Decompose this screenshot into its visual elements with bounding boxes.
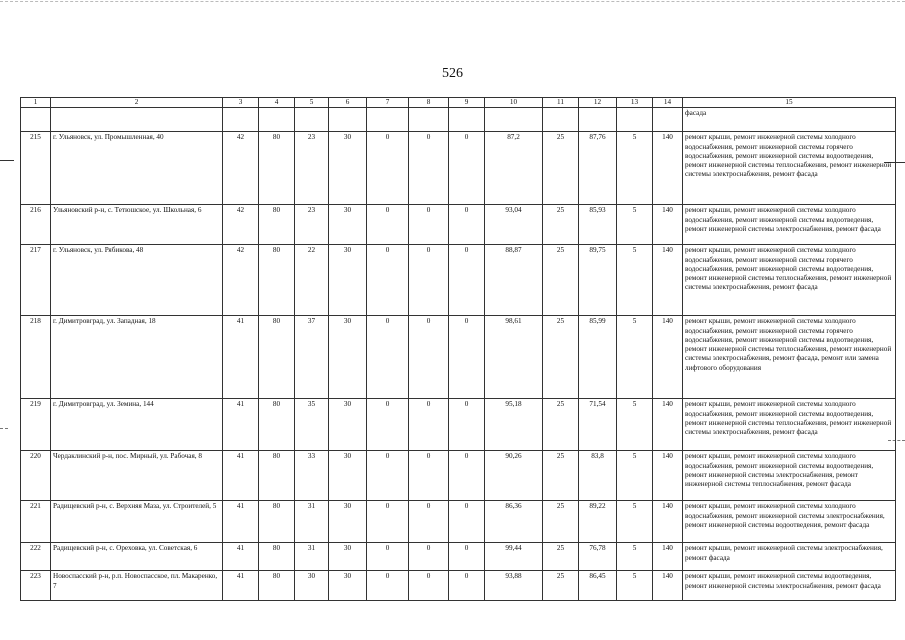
value-cell: 30 <box>329 316 367 399</box>
value-cell: 140 <box>653 571 683 601</box>
table-cell <box>223 108 259 132</box>
value-cell: 5 <box>617 316 653 399</box>
address-cell: Радищевский р-н, с. Ореховка, ул. Советская, 6 <box>51 543 223 571</box>
column-header: 13 <box>617 98 653 108</box>
value-cell: 5 <box>617 399 653 451</box>
value-cell: 80 <box>259 501 295 543</box>
value-cell: 98,61 <box>485 316 543 399</box>
value-cell: 99,44 <box>485 543 543 571</box>
works-cell: ремонт крыши, ремонт инженерной системы водоотведения, ремонт инженерной системы электроснабжения, ремонт фасада <box>683 571 896 601</box>
value-cell: 0 <box>409 132 449 205</box>
value-cell: 80 <box>259 316 295 399</box>
value-cell: 0 <box>409 399 449 451</box>
value-cell: 5 <box>617 132 653 205</box>
value-cell: 25 <box>543 316 579 399</box>
table-cell <box>449 108 485 132</box>
value-cell: 41 <box>223 399 259 451</box>
value-cell: 93,04 <box>485 205 543 245</box>
value-cell: 93,88 <box>485 571 543 601</box>
works-cell: ремонт крыши, ремонт инженерной системы холодного водоснабжения, ремонт инженерной системы горячего водоснабжения, ремонт инженерной системы водоотведения, ремонт инженерной системы теплоснабжения, ремонт инженерной системы электроснабжения, ремонт фасада <box>683 132 896 205</box>
table-cell <box>653 108 683 132</box>
value-cell: 140 <box>653 543 683 571</box>
carryover-row <box>21 108 896 132</box>
column-header: 6 <box>329 98 367 108</box>
value-cell: 0 <box>367 316 409 399</box>
scan-edge <box>0 1 905 2</box>
address-cell: Радищевский р-н, с. Верхняя Маза, ул. Строителей, 5 <box>51 501 223 543</box>
value-cell: 41 <box>223 571 259 601</box>
value-cell: 0 <box>367 245 409 316</box>
column-header: 9 <box>449 98 485 108</box>
value-cell: 41 <box>223 451 259 501</box>
works-cell: ремонт крыши, ремонт инженерной системы холодного водоснабжения, ремонт инженерной системы горячего водоснабжения, ремонт инженерной системы водоотведения, ремонт инженерной системы теплоснабжения, ремонт инженерной системы электроснабжения, ремонт фасада <box>683 245 896 316</box>
table-cell <box>485 108 543 132</box>
address-cell: Чердаклинский р-н, пос. Мирный, ул. Рабочая, 8 <box>51 451 223 501</box>
value-cell: 30 <box>329 543 367 571</box>
value-cell: 0 <box>409 571 449 601</box>
value-cell: 0 <box>409 543 449 571</box>
value-cell: 85,93 <box>579 205 617 245</box>
value-cell: 87,2 <box>485 132 543 205</box>
value-cell: 95,18 <box>485 399 543 451</box>
column-header: 12 <box>579 98 617 108</box>
works-cell: ремонт крыши, ремонт инженерной системы холодного водоснабжения, ремонт инженерной системы горячего водоснабжения, ремонт инженерной системы водоотведения, ремонт инженерной системы теплоснабжения, ремонт инженерной системы электроснабжения, ремонт фасада, ремонт или замена лифтового оборудования <box>683 316 896 399</box>
value-cell: 140 <box>653 205 683 245</box>
value-cell: 25 <box>543 451 579 501</box>
value-cell: 31 <box>295 543 329 571</box>
row-number-cell: 223 <box>21 571 51 601</box>
table-cell <box>579 108 617 132</box>
value-cell: 0 <box>409 501 449 543</box>
value-cell: 37 <box>295 316 329 399</box>
value-cell: 71,54 <box>579 399 617 451</box>
value-cell: 86,36 <box>485 501 543 543</box>
header-row <box>21 98 896 108</box>
value-cell: 5 <box>617 245 653 316</box>
value-cell: 0 <box>409 205 449 245</box>
row-number-cell: 218 <box>21 316 51 399</box>
value-cell: 0 <box>367 399 409 451</box>
row-number-cell: 221 <box>21 501 51 543</box>
table-cell <box>51 108 223 132</box>
value-cell: 140 <box>653 245 683 316</box>
value-cell: 86,45 <box>579 571 617 601</box>
left-margin-mark-lower <box>0 428 8 429</box>
value-cell: 5 <box>617 451 653 501</box>
value-cell: 25 <box>543 543 579 571</box>
column-header: 2 <box>51 98 223 108</box>
table-cell <box>543 108 579 132</box>
row-number-cell: 215 <box>21 132 51 205</box>
row-number-cell: 222 <box>21 543 51 571</box>
value-cell: 0 <box>449 316 485 399</box>
value-cell: 41 <box>223 543 259 571</box>
left-margin-mark <box>0 160 14 161</box>
row-number-cell: 217 <box>21 245 51 316</box>
address-cell: г. Ульяновск, ул. Промышленная, 40 <box>51 132 223 205</box>
table-row <box>21 399 896 451</box>
table-cell <box>295 108 329 132</box>
value-cell: 0 <box>449 451 485 501</box>
value-cell: 5 <box>617 571 653 601</box>
value-cell: 33 <box>295 451 329 501</box>
table-cell <box>409 108 449 132</box>
value-cell: 23 <box>295 205 329 245</box>
value-cell: 0 <box>367 451 409 501</box>
value-cell: 0 <box>449 399 485 451</box>
table-row <box>21 501 896 543</box>
column-header: 15 <box>683 98 896 108</box>
value-cell: 80 <box>259 543 295 571</box>
table-cell <box>21 108 51 132</box>
row-number-cell: 220 <box>21 451 51 501</box>
value-cell: 5 <box>617 543 653 571</box>
column-header: 3 <box>223 98 259 108</box>
value-cell: 89,75 <box>579 245 617 316</box>
value-cell: 0 <box>449 501 485 543</box>
value-cell: 0 <box>367 205 409 245</box>
value-cell: 0 <box>449 543 485 571</box>
works-cell: ремонт крыши, ремонт инженерной системы холодного водоснабжения, ремонт инженерной системы водоотведения, ремонт инженерной системы электроснабжения, ремонт фасада <box>683 205 896 245</box>
value-cell: 5 <box>617 205 653 245</box>
works-cell: ремонт крыши, ремонт инженерной системы холодного водоснабжения, ремонт инженерной системы электроснабжения, ремонт инженерной системы водоотведения, ремонт фасада <box>683 501 896 543</box>
value-cell: 25 <box>543 571 579 601</box>
value-cell: 80 <box>259 132 295 205</box>
column-header: 11 <box>543 98 579 108</box>
value-cell: 80 <box>259 571 295 601</box>
value-cell: 80 <box>259 451 295 501</box>
address-cell: г. Димитровград, ул. Западная, 18 <box>51 316 223 399</box>
column-header: 7 <box>367 98 409 108</box>
value-cell: 41 <box>223 501 259 543</box>
value-cell: 42 <box>223 132 259 205</box>
value-cell: 89,22 <box>579 501 617 543</box>
value-cell: 22 <box>295 245 329 316</box>
value-cell: 0 <box>409 245 449 316</box>
value-cell: 140 <box>653 132 683 205</box>
value-cell: 87,76 <box>579 132 617 205</box>
value-cell: 140 <box>653 399 683 451</box>
works-cell: ремонт крыши, ремонт инженерной системы электроснабжения, ремонт фасада <box>683 543 896 571</box>
column-header: 4 <box>259 98 295 108</box>
value-cell: 23 <box>295 132 329 205</box>
value-cell: 30 <box>329 571 367 601</box>
table-row <box>21 451 896 501</box>
table-row <box>21 571 896 601</box>
value-cell: 41 <box>223 316 259 399</box>
table-cell <box>367 108 409 132</box>
table-row <box>21 316 896 399</box>
value-cell: 25 <box>543 399 579 451</box>
value-cell: 80 <box>259 399 295 451</box>
address-cell: г. Димитровград, ул. Земина, 144 <box>51 399 223 451</box>
value-cell: 25 <box>543 132 579 205</box>
value-cell: 25 <box>543 245 579 316</box>
value-cell: 42 <box>223 245 259 316</box>
table-cell <box>259 108 295 132</box>
value-cell: 85,99 <box>579 316 617 399</box>
value-cell: 0 <box>449 132 485 205</box>
value-cell: 30 <box>329 245 367 316</box>
value-cell: 83,8 <box>579 451 617 501</box>
works-cell: ремонт крыши, ремонт инженерной системы холодного водоснабжения, ремонт инженерной системы водоотведения, ремонт инженерной системы электроснабжения, ремонт инженерной системы теплоснабжения, ремонт фасада <box>683 451 896 501</box>
row-number-cell: 216 <box>21 205 51 245</box>
column-header: 14 <box>653 98 683 108</box>
column-header: 10 <box>485 98 543 108</box>
value-cell: 0 <box>367 543 409 571</box>
column-header: 1 <box>21 98 51 108</box>
table-row <box>21 132 896 205</box>
value-cell: 0 <box>367 132 409 205</box>
value-cell: 35 <box>295 399 329 451</box>
value-cell: 25 <box>543 205 579 245</box>
value-cell: 0 <box>449 245 485 316</box>
works-cell: фасада <box>683 108 896 132</box>
value-cell: 31 <box>295 501 329 543</box>
address-cell: Ульяновский р-н, с. Тетюшское, ул. Школьная, 6 <box>51 205 223 245</box>
value-cell: 30 <box>329 451 367 501</box>
value-cell: 5 <box>617 501 653 543</box>
value-cell: 76,78 <box>579 543 617 571</box>
table-cell <box>617 108 653 132</box>
value-cell: 140 <box>653 451 683 501</box>
value-cell: 80 <box>259 245 295 316</box>
table-row <box>21 205 896 245</box>
value-cell: 0 <box>449 571 485 601</box>
table-row <box>21 245 896 316</box>
value-cell: 80 <box>259 205 295 245</box>
table-cell <box>329 108 367 132</box>
value-cell: 42 <box>223 205 259 245</box>
address-cell: Новоспасский р-н, р.п. Новоспасское, пл. Макаренко, 7 <box>51 571 223 601</box>
row-number-cell: 219 <box>21 399 51 451</box>
column-header: 5 <box>295 98 329 108</box>
value-cell: 140 <box>653 316 683 399</box>
value-cell: 0 <box>409 316 449 399</box>
address-cell: г. Ульяновск, ул. Рябикова, 48 <box>51 245 223 316</box>
value-cell: 88,87 <box>485 245 543 316</box>
table-row <box>21 543 896 571</box>
value-cell: 30 <box>295 571 329 601</box>
value-cell: 30 <box>329 501 367 543</box>
value-cell: 30 <box>329 399 367 451</box>
value-cell: 90,26 <box>485 451 543 501</box>
value-cell: 30 <box>329 132 367 205</box>
housing-repair-table <box>20 97 896 601</box>
value-cell: 0 <box>367 501 409 543</box>
value-cell: 0 <box>449 205 485 245</box>
page-number: 526 <box>442 66 463 81</box>
value-cell: 140 <box>653 501 683 543</box>
value-cell: 0 <box>409 451 449 501</box>
works-cell: ремонт крыши, ремонт инженерной системы холодного водоснабжения, ремонт инженерной системы водоотведения, ремонт инженерной системы теплоснабжения, ремонт инженерной системы электроснабжения, ремонт фасада <box>683 399 896 451</box>
value-cell: 0 <box>367 571 409 601</box>
value-cell: 25 <box>543 501 579 543</box>
column-header: 8 <box>409 98 449 108</box>
value-cell: 30 <box>329 205 367 245</box>
